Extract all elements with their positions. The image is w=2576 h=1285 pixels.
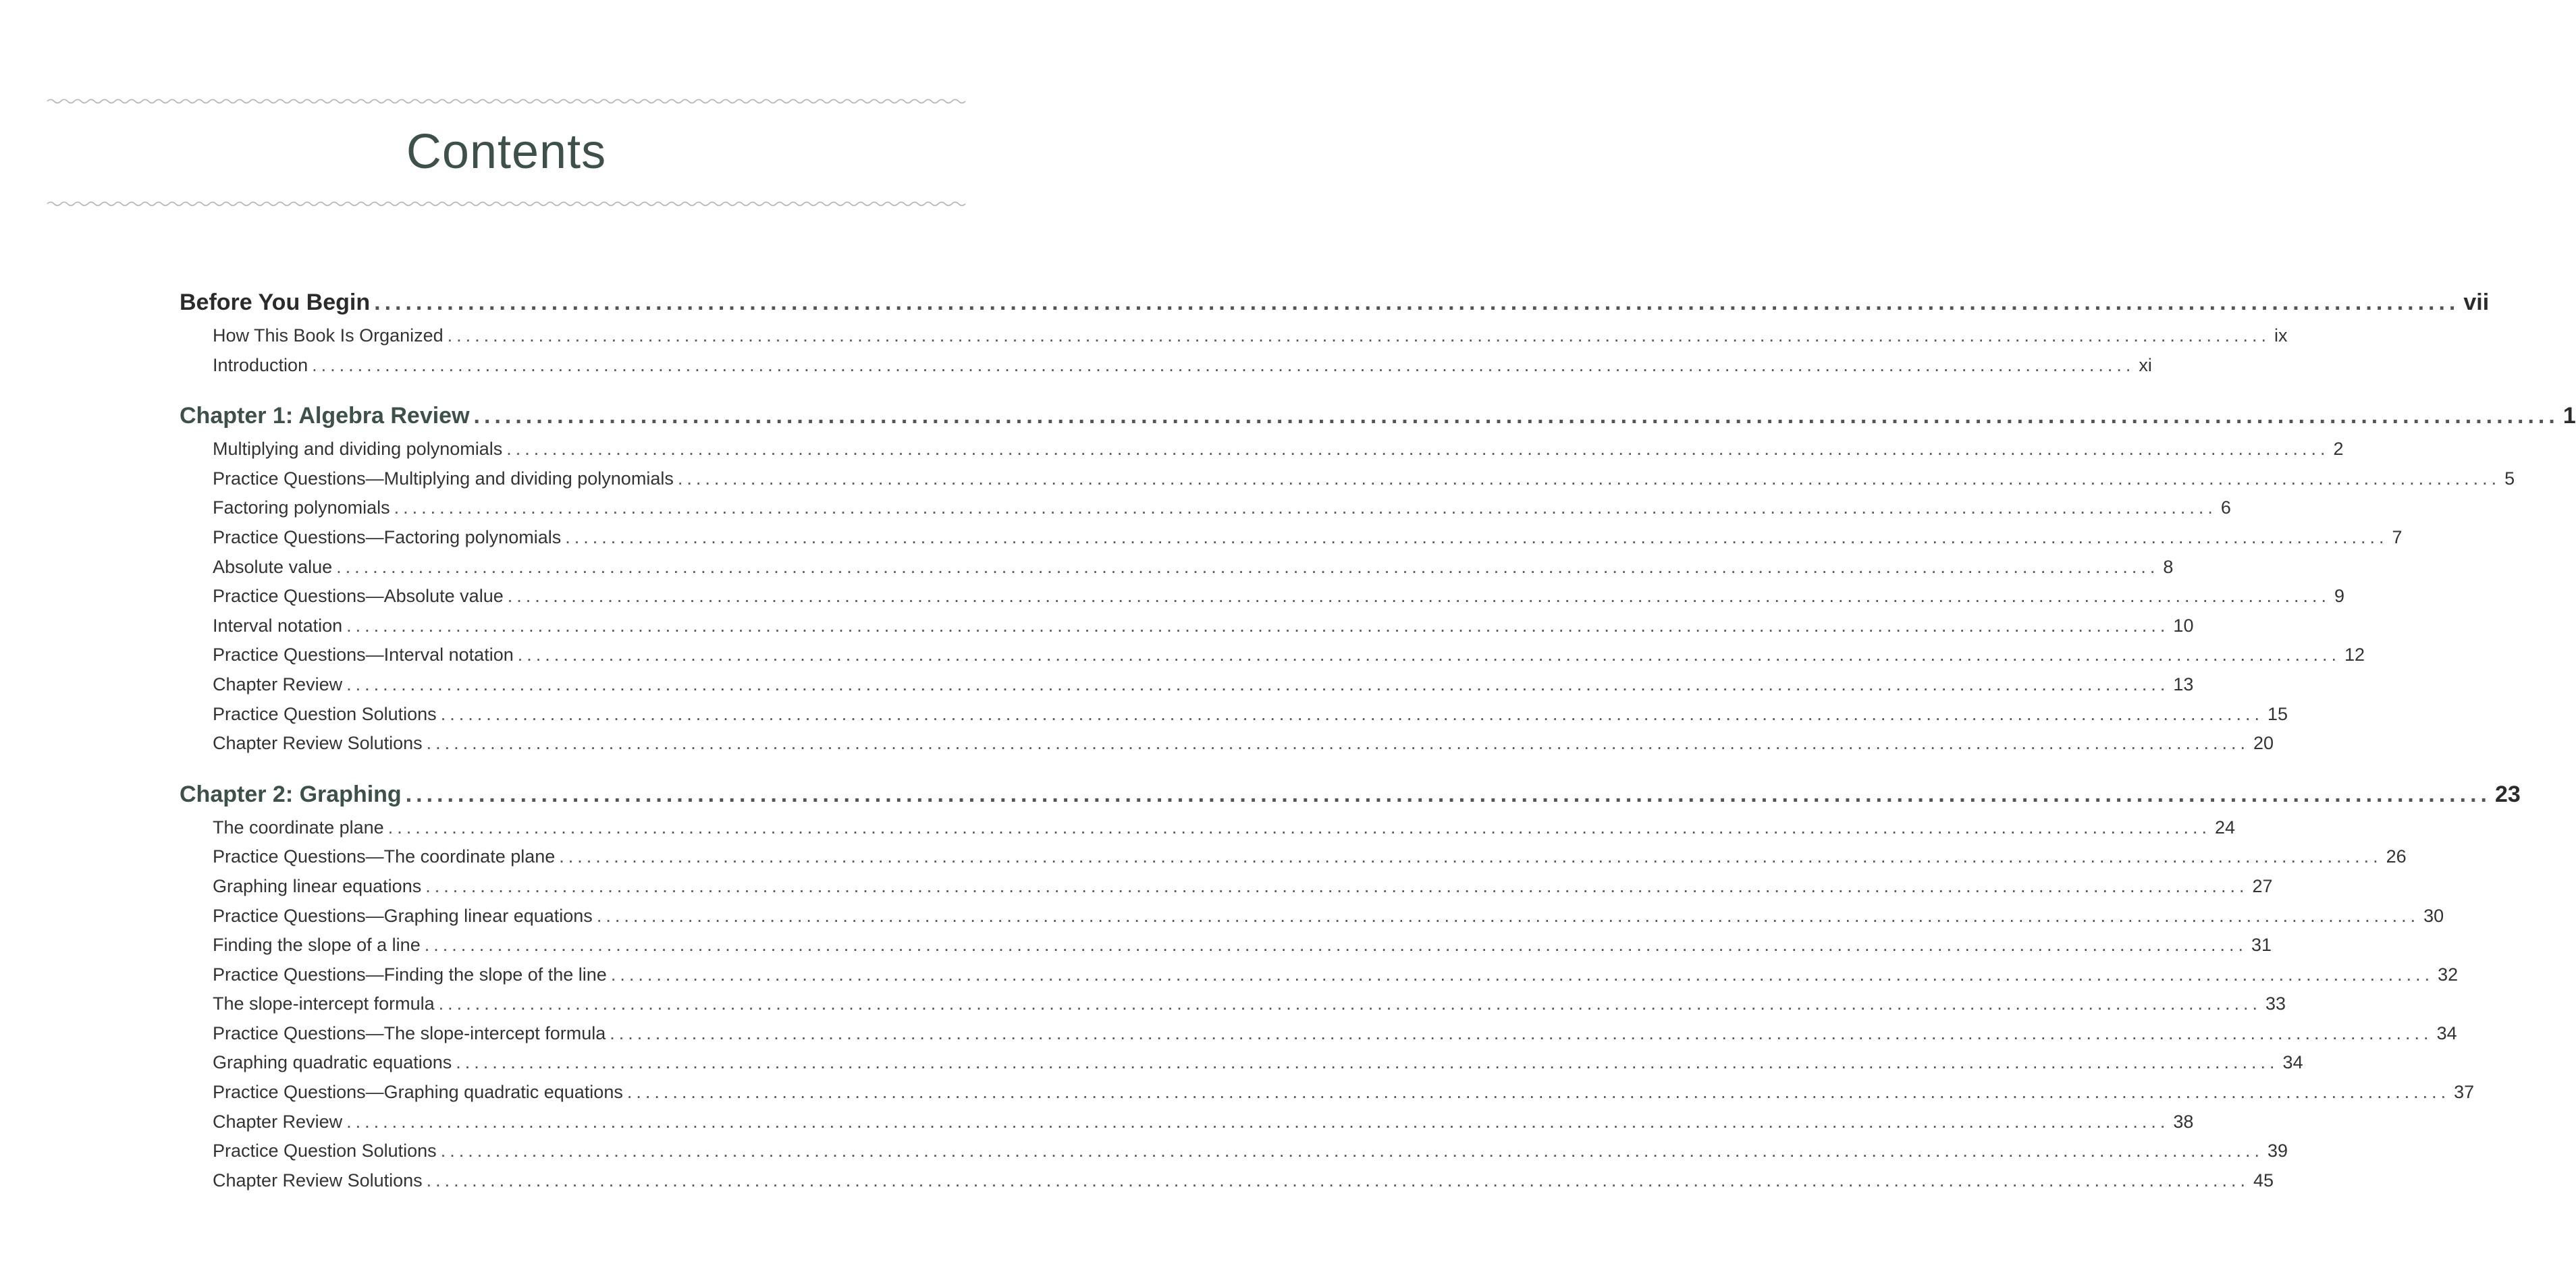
dot-leader: ........................................................................................................................................................................................................ (506, 439, 2330, 460)
dot-leader: ........................................................................................................................................................................................................ (346, 615, 2170, 636)
toc-section-page: vii (2463, 290, 2490, 315)
toc-entry[interactable] (180, 435, 2344, 464)
toc-chapter-page: 1 (2562, 403, 2576, 429)
toc-entry[interactable] (180, 1108, 2194, 1137)
dot-leader: ........................................................................................................................................................................................................ (447, 325, 2270, 346)
toc-entry-page: 26 (2386, 846, 2407, 867)
toc-section-chapter-2 (180, 775, 2521, 1196)
toc-entry[interactable] (180, 931, 2272, 960)
toc-entry-page: 7 (2392, 526, 2403, 547)
dot-leader: ........................................................................................................................................................................................................ (677, 468, 2501, 489)
toc-entry-label: How This Book Is Organized (213, 325, 444, 346)
dot-leader: ........................................................................................................................................................................................................ (559, 846, 2382, 867)
dot-leader: ........................................................................................................................................................................................................ (394, 497, 2217, 518)
toc-entry-page: 39 (2267, 1141, 2288, 1161)
toc-entry-label: Chapter Review Solutions (213, 733, 423, 754)
toc-entry[interactable] (180, 523, 2403, 553)
toc-entry-label: Absolute value (213, 556, 333, 577)
toc-entry-label: The coordinate plane (213, 817, 384, 838)
toc-entry-page: ix (2274, 325, 2288, 346)
toc-chapter-page: 23 (2494, 781, 2521, 807)
dot-leader: ........................................................................................................................................................................................................ (565, 526, 2388, 547)
toc-entry-label: Interval notation (213, 615, 343, 636)
toc-entry-page: 30 (2423, 905, 2444, 926)
toc-entry-label: Practice Questions—The coordinate plane (213, 846, 556, 867)
toc-entry-page: 6 (2220, 497, 2231, 518)
toc-entry-label: Multiplying and dividing polynomials (213, 439, 503, 460)
toc-entry[interactable] (180, 582, 2345, 611)
dot-leader: ........................................................................................................................................................................................................ (336, 556, 2159, 577)
dot-leader: ........................................................................................................................................................................................................ (426, 1170, 2249, 1191)
toc-entry-label: Chapter Review Solutions (213, 1170, 423, 1191)
toc-entry-label: Practice Question Solutions (213, 1141, 437, 1161)
toc-entry-label: Practice Questions—Multiplying and dividing polynomials (213, 468, 674, 489)
toc-entry[interactable] (180, 493, 2231, 523)
toc-entry-page: 10 (2173, 615, 2194, 636)
toc-entry-page: 2 (2333, 439, 2344, 460)
toc-entry-page: 34 (2436, 1022, 2457, 1043)
toc-entry-page: 8 (2163, 556, 2174, 577)
dot-leader: ........................................................................................................................................................................................................ (387, 817, 2211, 838)
toc-entry-page: 38 (2173, 1111, 2194, 1132)
toc-entry[interactable] (180, 729, 2274, 759)
toc-entry-label: Factoring polynomials (213, 497, 390, 518)
dot-leader: ........................................................................................................................................................................................................ (456, 1052, 2279, 1073)
toc-entry[interactable] (180, 1137, 2288, 1166)
toc-entry-page: 33 (2265, 993, 2286, 1014)
toc-entry[interactable] (180, 464, 2515, 494)
dot-leader: ........................................................................................................................................................................................................ (610, 1022, 2433, 1043)
toc-entry[interactable] (180, 1078, 2475, 1108)
toc-entry-page: 9 (2334, 586, 2345, 607)
toc-entry[interactable] (180, 1166, 2274, 1196)
dot-leader: ........................................................................................................................................................................................................ (517, 645, 2341, 665)
dot-leader: ........................................................................................................................................................................................................ (438, 993, 2261, 1014)
toc-chapter-title: Chapter 2: Graphing (180, 781, 402, 807)
toc-section-title: Before You Begin (180, 290, 371, 315)
toc-entry[interactable] (180, 321, 2288, 351)
toc-entry[interactable] (180, 553, 2174, 582)
toc-entry[interactable] (180, 960, 2459, 990)
toc-entry-page: 27 (2252, 875, 2273, 896)
toc-entry[interactable] (180, 872, 2273, 902)
toc-entry-page: 31 (2251, 935, 2272, 956)
dot-leader: ........................................................................................................................................................................................................ (610, 964, 2434, 985)
dot-leader: ........................................................................................................................................................................................................ (405, 781, 2491, 807)
toc-entry-page: 37 (2454, 1082, 2475, 1103)
toc-entry[interactable] (180, 700, 2288, 730)
toc-entry-label: Introduction (213, 354, 308, 375)
toc-entry-label: The slope-intercept formula (213, 993, 435, 1014)
toc-entry-label: Graphing linear equations (213, 875, 422, 896)
toc-entry-label: Practice Questions—Absolute value (213, 586, 504, 607)
toc-entry-label: Practice Questions—Interval notation (213, 645, 514, 665)
toc-entry-page: 24 (2214, 817, 2236, 838)
toc-entry-page: 15 (2267, 703, 2288, 724)
dot-leader: ........................................................................................................................................................................................................ (507, 586, 2331, 607)
decorative-wavy-rule-bottom (47, 200, 965, 208)
toc-entry-label: Practice Question Solutions (213, 703, 437, 724)
toc-section-before-you-begin (180, 283, 2490, 380)
toc-entry-page: 12 (2344, 645, 2365, 665)
dot-leader: ........................................................................................................................................................................................................ (374, 290, 2460, 315)
toc-entry-label: Practice Questions—Finding the slope of the line (213, 964, 607, 985)
toc-entry-label: Practice Questions—Factoring polynomials (213, 526, 562, 547)
toc-chapter-heading[interactable] (180, 775, 2521, 813)
decorative-wavy-rule-top (47, 97, 965, 105)
toc-entry-label: Chapter Review (213, 674, 343, 694)
toc-entry-label: Finding the slope of a line (213, 935, 421, 956)
toc-entry-page: 20 (2253, 733, 2274, 754)
toc-section-chapter-1 (180, 397, 2576, 759)
toc-entry-label: Practice Questions—Graphing quadratic equations (213, 1082, 623, 1103)
toc-entry-label: Graphing quadratic equations (213, 1052, 452, 1073)
table-of-contents (180, 283, 2576, 1195)
dot-leader: ........................................................................................................................................................................................................ (426, 733, 2249, 754)
dot-leader: ........................................................................................................................................................................................................ (473, 403, 2559, 429)
toc-entry[interactable] (180, 842, 2407, 872)
dot-leader: ........................................................................................................................................................................................................ (312, 354, 2135, 375)
toc-entry-label: Practice Questions—Graphing linear equations (213, 905, 593, 926)
toc-entry[interactable] (180, 611, 2194, 641)
toc-entry[interactable] (180, 902, 2444, 931)
page-title: Contents (406, 125, 607, 179)
toc-entry[interactable] (180, 813, 2236, 843)
toc-entry[interactable] (180, 640, 2365, 670)
toc-entry-page: 5 (2504, 468, 2515, 489)
toc-chapter-heading[interactable] (180, 397, 2576, 435)
toc-entry[interactable] (180, 1019, 2457, 1049)
toc-entry[interactable] (180, 989, 2286, 1019)
dot-leader: ........................................................................................................................................................................................................ (626, 1082, 2450, 1103)
dot-leader: ........................................................................................................................................................................................................ (346, 1111, 2170, 1132)
toc-entry-label: Practice Questions—The slope-intercept formula (213, 1022, 606, 1043)
toc-entry-label: Chapter Review (213, 1111, 343, 1132)
toc-entry-page: 45 (2253, 1170, 2274, 1191)
dot-leader: ........................................................................................................................................................................................................ (346, 674, 2170, 694)
toc-section-heading[interactable] (180, 283, 2490, 321)
dot-leader: ........................................................................................................................................................................................................ (424, 935, 2248, 956)
dot-leader: ........................................................................................................................................................................................................ (440, 1141, 2263, 1161)
toc-entry[interactable] (180, 670, 2194, 700)
toc-entry[interactable] (180, 351, 2152, 381)
dot-leader: ........................................................................................................................................................................................................ (440, 703, 2263, 724)
toc-chapter-title: Chapter 1: Algebra Review (180, 403, 470, 429)
toc-entry-page: 32 (2438, 964, 2459, 985)
toc-entry-page: xi (2139, 354, 2152, 375)
dot-leader: ........................................................................................................................................................................................................ (596, 905, 2420, 926)
toc-entry[interactable] (180, 1048, 2303, 1078)
toc-entry-page: 34 (2282, 1052, 2303, 1073)
toc-entry-page: 13 (2173, 674, 2194, 694)
dot-leader: ........................................................................................................................................................................................................ (425, 875, 2249, 896)
